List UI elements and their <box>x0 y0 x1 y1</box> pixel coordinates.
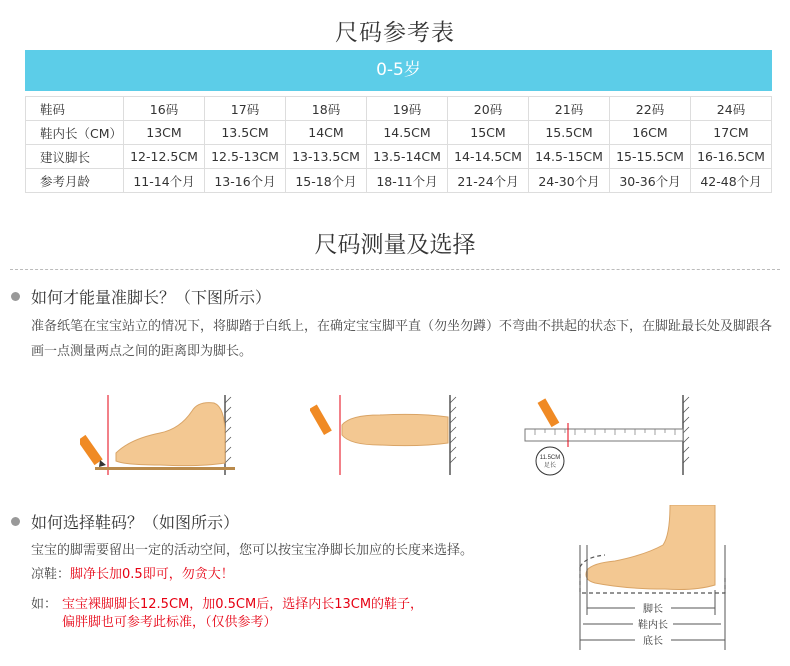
floor-board <box>95 467 235 470</box>
row-label: 鞋内长（CM） <box>26 121 124 145</box>
bullet-dot-icon <box>11 292 20 301</box>
table-cell: 15CM <box>448 121 529 145</box>
q1-text: 准备纸笔在宝宝站立的情况下，将脚踏于白纸上，在确定宝宝脚平直（勿坐勿蹲）不弯曲不拱起的状态下，在脚趾最长处及脚跟各画一点测量两点之间的距离即为脚长。 <box>31 319 773 359</box>
foot-shape <box>342 414 448 445</box>
ruler-measure-illustration <box>520 395 695 480</box>
size-chart-title: 尺码参考表 <box>335 20 455 46</box>
table-cell: 30-36个月 <box>610 169 691 193</box>
ruler <box>525 429 683 441</box>
q2-heading: 如何选择鞋码？（如图所示） <box>31 513 240 532</box>
example-label: 如： <box>31 597 58 612</box>
ruler-badge <box>536 447 564 475</box>
table-cell: 21-24个月 <box>448 169 529 193</box>
inner-length-label: 鞋内长 <box>638 620 668 631</box>
table-cell: 19码 <box>367 97 448 121</box>
foot-top-measure-illustration <box>310 395 470 475</box>
pencil-icon <box>80 435 103 465</box>
section-divider <box>10 269 780 270</box>
sandal-label: 凉鞋： <box>31 567 71 582</box>
table-cell: 14.5CM <box>367 121 448 145</box>
table-cell: 16CM <box>610 121 691 145</box>
table-cell: 18-11个月 <box>367 169 448 193</box>
table-cell: 16码 <box>124 97 205 121</box>
foot-length-label: 脚长 <box>643 604 663 615</box>
foot-shape <box>586 505 715 590</box>
table-cell: 11-14个月 <box>124 169 205 193</box>
example-line1: 宝宝裸脚脚长12.5CM，加0.5CM后，选择内长13CM的鞋子， <box>62 597 424 612</box>
table-cell: 15.5CM <box>529 121 610 145</box>
table-cell: 18码 <box>286 97 367 121</box>
table-cell: 20码 <box>448 97 529 121</box>
row-label: 鞋码 <box>26 97 124 121</box>
q2-text: 宝宝的脚需要留出一定的活动空间，您可以按宝宝净脚长加应的长度来选择。 <box>31 543 474 558</box>
sandal-tip <box>31 562 234 587</box>
table-cell: 13.5-14CM <box>367 145 448 169</box>
table-cell: 21码 <box>529 97 610 121</box>
table-row <box>26 121 772 145</box>
table-cell: 22码 <box>610 97 691 121</box>
sole-length-label: 底长 <box>643 636 663 647</box>
table-cell: 24-30个月 <box>529 169 610 193</box>
table-cell: 16-16.5CM <box>691 145 772 169</box>
table-row <box>26 145 772 169</box>
table-cell: 15-18个月 <box>286 169 367 193</box>
pencil-icon <box>310 405 332 435</box>
sandal-text: 脚净长加0.5即可，勿贪大！ <box>70 567 234 582</box>
table-cell: 12.5-13CM <box>205 145 286 169</box>
table-cell: 15-15.5CM <box>610 145 691 169</box>
table-cell: 17CM <box>691 121 772 145</box>
table-row <box>26 169 772 193</box>
q1-heading: 如何才能量准脚长？（下图所示） <box>31 288 272 307</box>
row-label: 参考月龄 <box>26 169 124 193</box>
table-row <box>26 97 772 121</box>
table-cell: 14-14.5CM <box>448 145 529 169</box>
size-table <box>25 96 772 193</box>
shoe-fit-diagram <box>575 505 775 660</box>
table-cell: 13-13.5CM <box>286 145 367 169</box>
table-cell: 24码 <box>691 97 772 121</box>
table-cell: 12-12.5CM <box>124 145 205 169</box>
table-cell: 13CM <box>124 121 205 145</box>
table-cell: 14CM <box>286 121 367 145</box>
table-cell: 17码 <box>205 97 286 121</box>
age-range-banner: 0-5岁 <box>25 50 772 91</box>
table-cell: 13-16个月 <box>205 169 286 193</box>
measure-section-title: 尺码测量及选择 <box>314 232 476 258</box>
ruler-badge-value: 11.5CM <box>539 455 561 461</box>
ruler-badge-label: 足长 <box>543 463 557 469</box>
foot-side-measure-illustration <box>80 395 250 475</box>
row-label: 建议脚长 <box>26 145 124 169</box>
pencil-icon <box>538 398 560 427</box>
bullet-dot-icon <box>11 517 20 526</box>
example-line2: 偏胖脚也可参考此标准，（仅供参考） <box>62 615 277 630</box>
table-cell: 14.5-15CM <box>529 145 610 169</box>
table-cell: 42-48个月 <box>691 169 772 193</box>
foot-shape <box>116 403 225 466</box>
table-cell: 13.5CM <box>205 121 286 145</box>
